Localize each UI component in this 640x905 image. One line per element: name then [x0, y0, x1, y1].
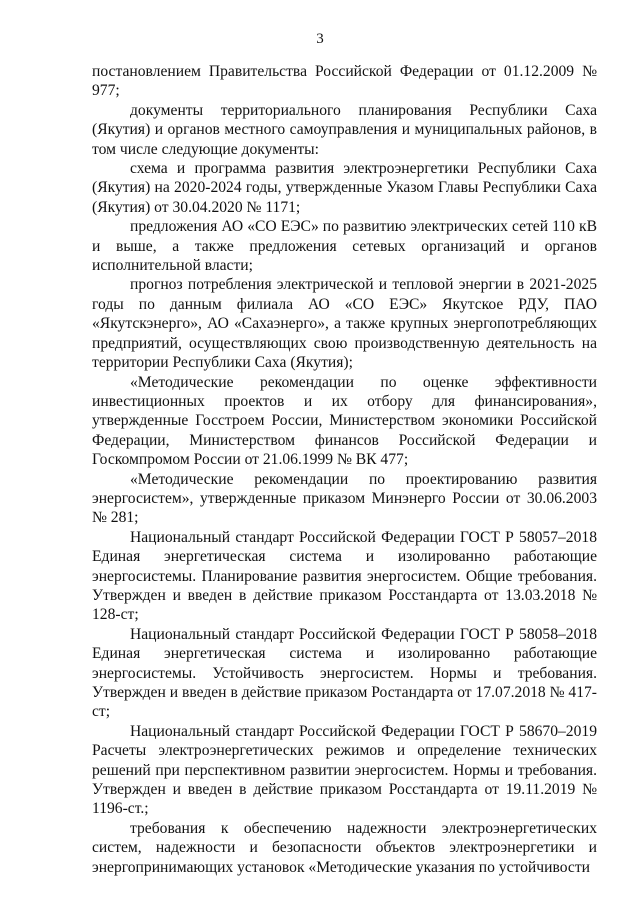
- paragraph-consumption-forecast: прогноз потребления электрической и тепловой энергии в 2021-2025 годы по данным филиала АО «СО ЕЭС» Якутское РДУ, ПАО «Якутскэнерго», АО «Сахаэнерго», а также крупных энергопотребляющих предприятий, осуществляющих свою производственную деятельность на территории Республики Саха (Якутия);: [92, 276, 597, 372]
- paragraph-reliability-requirements: требования к обеспечению надежности электроэнергетических систем, надежности и безопасности объектов электроэнергетики и энергопринимающих установок «Методические указания по устойчивости: [92, 819, 597, 876]
- paragraph-gost-58058: Национальный стандарт Российской Федерации ГОСТ Р 58058–2018 Единая энергетическая система и изолированно работающие энергосистемы. Устойчивость энергосистем. Нормы и требования. Утвержден и введен в действие приказом Ростандарта от 17.07.2018 № 417-ст;: [92, 625, 597, 721]
- paragraph-gost-58670: Национальный стандарт Российской Федерации ГОСТ Р 58670–2019 Расчеты электроэнергетических режимов и определение технических решений при перспективном развитии энергосистем. Нормы и требования. Утвержден и введен в действие приказом Росстандарта от 19.11.2019 № 1196-ст.;: [92, 722, 597, 818]
- paragraph-so-ees-proposals: предложения АО «СО ЕЭС» по развитию электрических сетей 110 кВ и выше, а также предложения сетевых организаций и органов исполнительной власти;: [92, 218, 597, 275]
- document-body: [92, 62, 597, 877]
- paragraph-development-scheme: схема и программа развития электроэнергетики Республики Саха (Якутия) на 2020-2024 годы, утвержденные Указом Главы Республики Саха (Якутия) от 30.04.2020 № 1171;: [92, 160, 597, 216]
- paragraph-gost-58057: Национальный стандарт Российской Федерации ГОСТ Р 58057–2018 Единая энергетическая система и изолированно работающие энергосистемы. Планирование развития энергосистем. Общие требования. Утвержден и введен в действие приказом Росстандарта от 13.03.2018 № 128-ст;: [92, 528, 597, 624]
- paragraph-design-methodology: «Методические рекомендации по проектированию развития энергосистем», утвержденные приказом Минэнерго России от 30.06.2003 № 281;: [92, 470, 597, 527]
- page-number: 3: [316, 31, 324, 47]
- paragraph-decree-continuation: постановлением Правительства Российской Федерации от 01.12.2009 № 977;: [92, 63, 597, 100]
- paragraph-investment-methodology: «Методические рекомендации по оценке эффективности инвестиционных проектов и их отбору для финансирования», утвержденные Госстроем России, Министерством экономики Российской Федерации, Министерством финансов Российской Федерации и Госкомпромом России от 21.06.1999 № ВК 477;: [92, 373, 597, 469]
- paragraph-territorial-planning: документы территориального планирования Республики Саха (Якутия) и органов местного самоуправления и муниципальных районов, в том числе следующие документы:: [92, 101, 597, 158]
